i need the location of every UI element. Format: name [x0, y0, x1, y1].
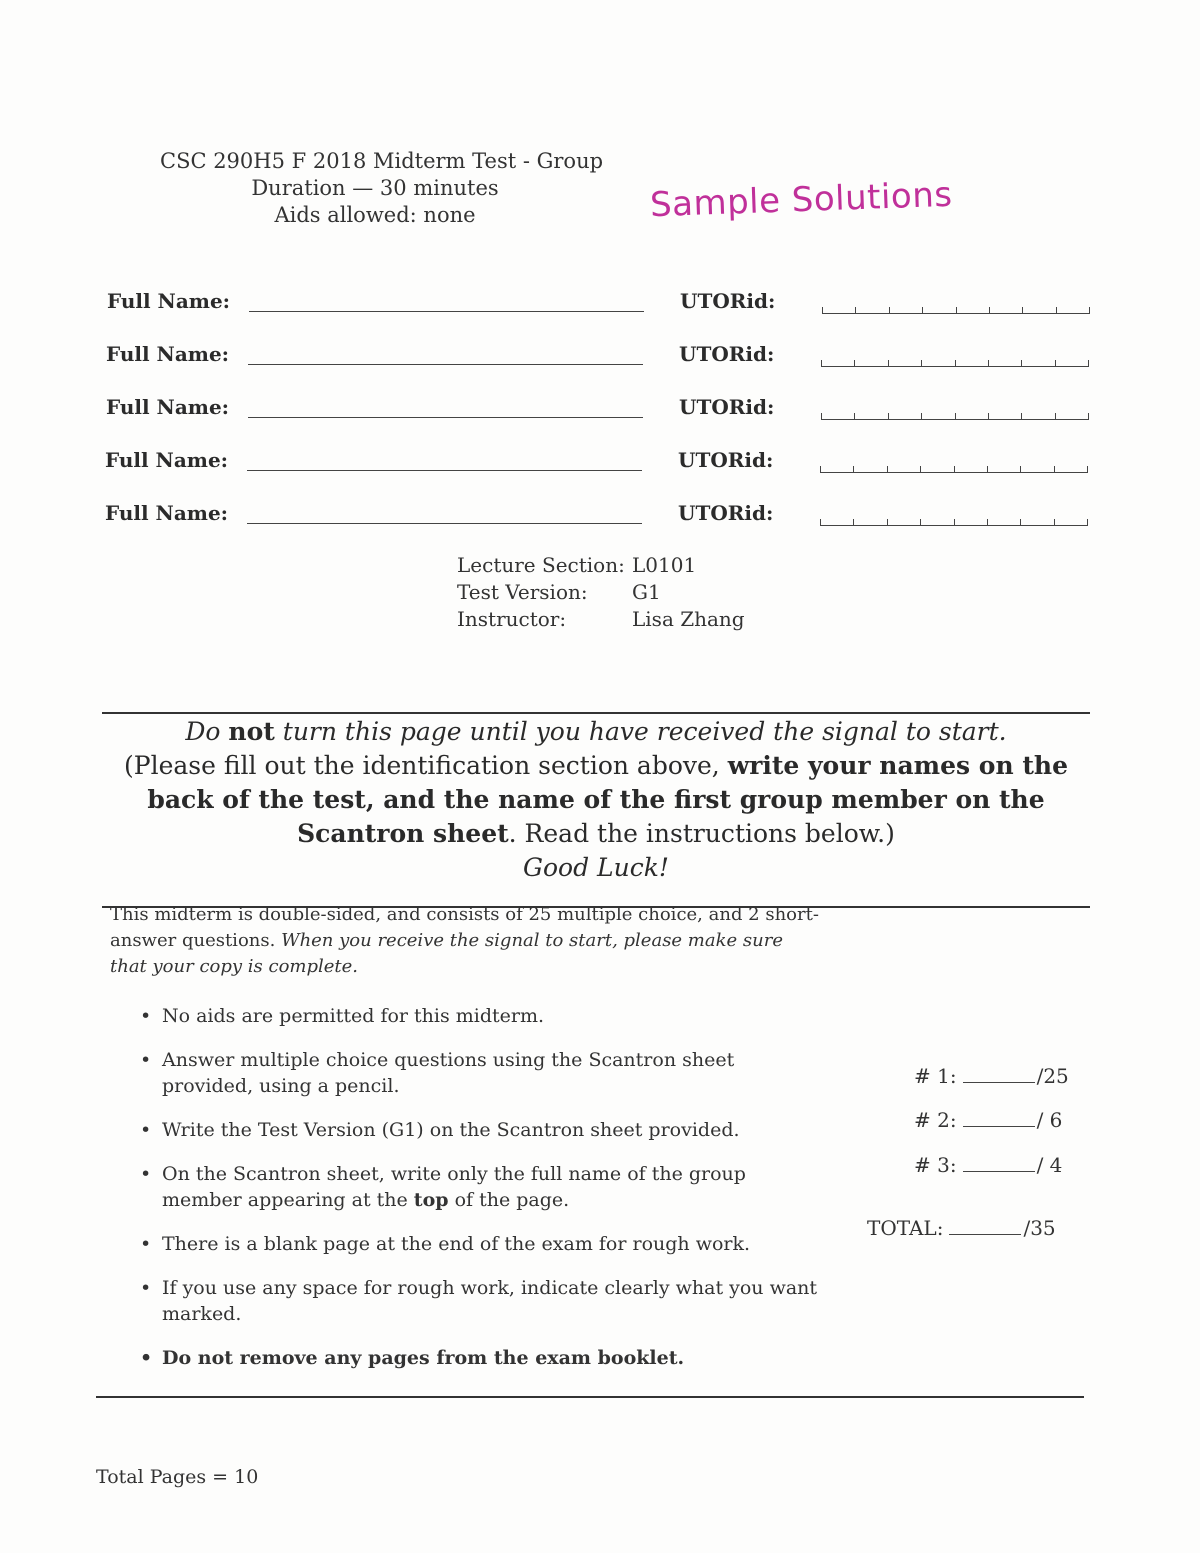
full-name-label: Full Name: [106, 395, 230, 419]
score-row: # 3: / 4 [914, 1153, 1063, 1177]
identification-row [105, 448, 1095, 488]
utorid-box [921, 360, 954, 366]
meta-key: Lecture Section: [457, 553, 625, 577]
list-item: • On the Scantron sheet, write only the full name of the group member appearing at the top of the page. [140, 1161, 820, 1213]
full-name-field[interactable] [249, 311, 644, 312]
utorid-box [1054, 466, 1088, 472]
full-name-label: Full Name: [106, 342, 230, 366]
utorid-box [887, 466, 920, 472]
handwritten-note: Sample Solutions [649, 174, 954, 226]
utorid-box [855, 307, 888, 313]
utorid-label: UTORid: [679, 342, 775, 366]
utorid-label: UTORid: [679, 395, 775, 419]
divider [96, 1396, 1084, 1398]
utorid-box [821, 360, 854, 366]
meta-key: Test Version: [457, 580, 588, 604]
exam-duration: Duration — 30 minutes [251, 176, 499, 200]
list-item: • No aids are permitted for this midterm. [140, 1003, 820, 1029]
utorid-box [854, 360, 887, 366]
instructions-list [140, 1003, 820, 1389]
utorid-box [889, 307, 922, 313]
utorid-label: UTORid: [678, 448, 774, 472]
utorid-box [1020, 519, 1053, 525]
exam-header [160, 148, 604, 229]
list-item: • Answer multiple choice questions using the Scantron sheet provided, using a pencil. [140, 1047, 820, 1099]
utorid-box [1020, 466, 1053, 472]
full-name-field[interactable] [248, 364, 643, 365]
utorid-field[interactable] [821, 409, 1089, 420]
meta-value: G1 [632, 580, 661, 604]
utorid-box [1054, 519, 1088, 525]
utorid-field[interactable] [820, 462, 1088, 473]
utorid-box [1022, 307, 1055, 313]
utorid-box [822, 307, 855, 313]
identification-row [105, 501, 1095, 541]
full-name-label: Full Name: [105, 448, 229, 472]
notice-line-1: Do not turn this page until you have received the signal to start. [185, 717, 1007, 746]
utorid-box [887, 519, 920, 525]
utorid-field[interactable] [822, 303, 1090, 314]
utorid-box [954, 519, 987, 525]
start-notice [100, 715, 1092, 885]
meta-value: Lisa Zhang [632, 607, 745, 631]
utorid-box [987, 466, 1020, 472]
utorid-box [820, 519, 853, 525]
utorid-box [888, 360, 921, 366]
utorid-box [888, 413, 921, 419]
score-row: # 2: / 6 [914, 1108, 1063, 1132]
utorid-box [988, 413, 1021, 419]
notice-good-luck: Good Luck! [523, 853, 669, 882]
utorid-box [1021, 360, 1054, 366]
exam-meta [457, 552, 745, 633]
utorid-box [853, 519, 886, 525]
meta-key: Instructor: [457, 607, 567, 631]
score-blank [949, 1218, 1021, 1235]
list-item: • Do not remove any pages from the exam booklet. [140, 1345, 820, 1371]
notice-line-2: (Please fill out the identification section above, write your names on the back of the test, and the name of the first group member on the Scantron sheet. Read the instructions below.) [124, 751, 1068, 848]
utorid-box [989, 307, 1022, 313]
utorid-box [955, 360, 988, 366]
score-blank [963, 1110, 1035, 1127]
full-name-label: Full Name: [105, 501, 229, 525]
utorid-box [988, 360, 1021, 366]
full-name-field[interactable] [247, 523, 642, 524]
utorid-field[interactable] [820, 515, 1088, 526]
utorid-box [955, 413, 988, 419]
intro-paragraph: This midterm is double-sided, and consists of 25 multiple choice, and 2 short-answer questions. When you receive the signal to start, please make sure that your copy is complete. [110, 904, 819, 977]
score-total-row: TOTAL: /35 [867, 1216, 1056, 1240]
utorid-box [1056, 307, 1090, 313]
utorid-box [956, 307, 989, 313]
utorid-box [853, 466, 886, 472]
utorid-box [854, 413, 887, 419]
exam-aids: Aids allowed: none [274, 203, 476, 227]
utorid-box [920, 519, 953, 525]
identification-row [106, 342, 1096, 382]
identification-row [106, 395, 1096, 435]
full-name-label: Full Name: [107, 289, 231, 313]
utorid-label: UTORid: [680, 289, 776, 313]
score-blank [963, 1155, 1035, 1172]
utorid-box [1055, 413, 1089, 419]
score-blank [963, 1066, 1035, 1083]
total-pages: Total Pages = 10 [96, 1466, 259, 1488]
utorid-field[interactable] [821, 356, 1089, 367]
divider [102, 712, 1090, 714]
utorid-box [954, 466, 987, 472]
identification-row [107, 289, 1097, 329]
utorid-box [920, 466, 953, 472]
utorid-label: UTORid: [678, 501, 774, 525]
utorid-box [922, 307, 955, 313]
utorid-box [921, 413, 954, 419]
list-item: • There is a blank page at the end of the exam for rough work. [140, 1231, 820, 1257]
meta-value: L0101 [632, 553, 697, 577]
list-item: • If you use any space for rough work, indicate clearly what you want marked. [140, 1275, 820, 1327]
exam-title: CSC 290H5 F 2018 Midterm Test - Group [160, 149, 604, 173]
full-name-field[interactable] [247, 470, 642, 471]
utorid-box [820, 466, 853, 472]
score-row: # 1: /25 [914, 1064, 1069, 1088]
utorid-box [821, 413, 854, 419]
full-name-field[interactable] [248, 417, 643, 418]
utorid-box [1055, 360, 1089, 366]
utorid-box [1021, 413, 1054, 419]
list-item: • Write the Test Version (G1) on the Scantron sheet provided. [140, 1117, 820, 1143]
utorid-box [987, 519, 1020, 525]
